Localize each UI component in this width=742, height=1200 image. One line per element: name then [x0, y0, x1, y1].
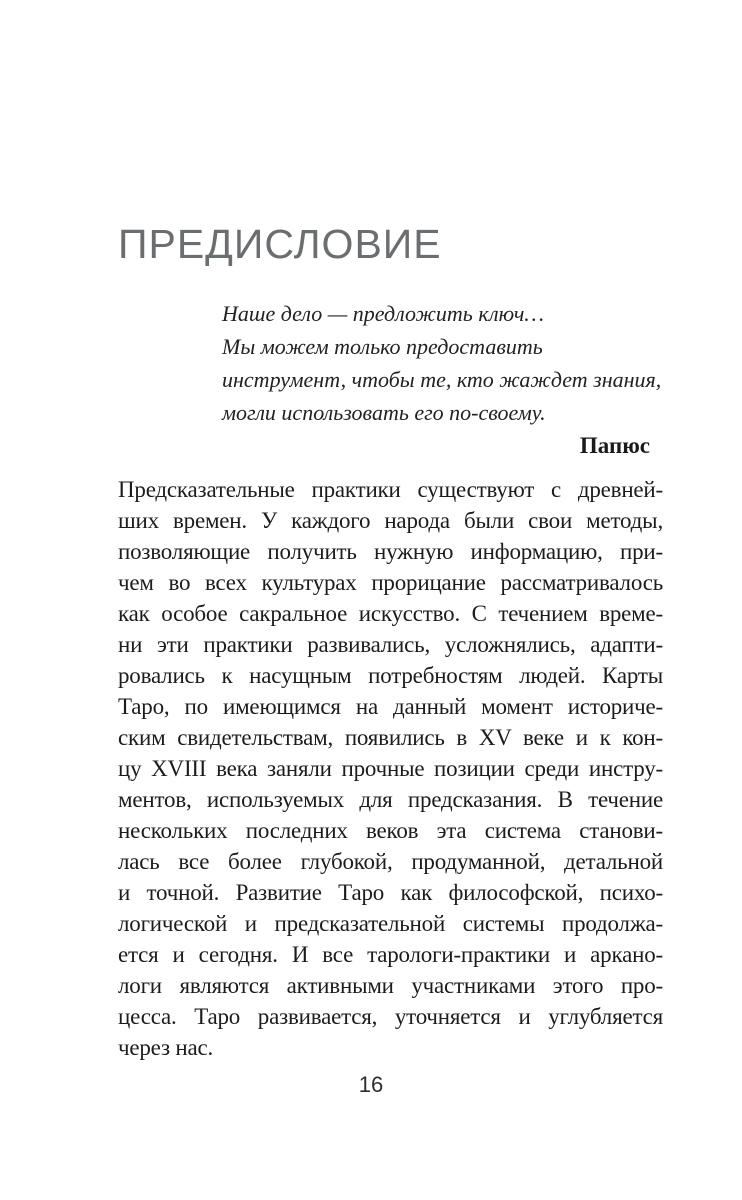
- epigraph-attribution: Папюс: [579, 433, 650, 458]
- body-paragraph: [118, 474, 663, 1063]
- body-line: чем во всех культурах прорицание рассматривалось: [118, 570, 663, 595]
- body-line: цесса. Таро развивается, уточняется и углубляется: [118, 1004, 663, 1029]
- epigraph-line: Наше дело — предложить ключ…: [222, 301, 544, 326]
- body-line: ни эти практики развивались, усложнялись, адапти-: [118, 632, 663, 657]
- body-line: Предсказательные практики существуют с древней-: [118, 477, 663, 502]
- body-line: логи являются активными участниками этого про-: [118, 973, 663, 998]
- epigraph-line: инструмент, чтобы те, кто жаждет знания,: [222, 367, 662, 392]
- body-line: позволяющие получить нужную информацию, при-: [118, 539, 663, 564]
- body-line: лась все более глубокой, продуманной, детальной: [118, 849, 663, 874]
- epigraph-line: Мы можем только предоставить: [222, 334, 543, 359]
- body-line: нескольких последних веков эта система станови-: [118, 818, 663, 843]
- epigraph-line: могли использовать его по-своему.: [222, 400, 546, 425]
- body-line: ровались к насущным потребностям людей. Карты: [118, 663, 663, 688]
- body-line: через нас.: [118, 1035, 214, 1060]
- body-line: Таро, по имеющимся на данный момент историче-: [118, 694, 663, 719]
- body-line: цу XVIII века заняли прочные позиции среди инстру-: [118, 756, 663, 781]
- page-number: 16: [358, 1072, 384, 1097]
- epigraph: [222, 297, 662, 429]
- body-line: ментов, используемых для предсказания. В течение: [118, 787, 663, 812]
- body-line: ским свидетельствам, появились в XV веке и к кон-: [118, 725, 663, 750]
- body-line: логической и предсказательной системы продолжа-: [118, 911, 663, 936]
- body-line: ших времен. У каждого народа были свои методы,: [118, 508, 663, 533]
- body-line: как особое сакральное искусство. С течением време-: [118, 601, 663, 626]
- body-line: и точной. Развитие Таро как философской, психо-: [118, 880, 663, 905]
- body-line: ется и сегодня. И все тарологи-практики и аркано-: [118, 942, 663, 967]
- chapter-heading: ПРЕДИСЛОВИЕ: [118, 221, 442, 267]
